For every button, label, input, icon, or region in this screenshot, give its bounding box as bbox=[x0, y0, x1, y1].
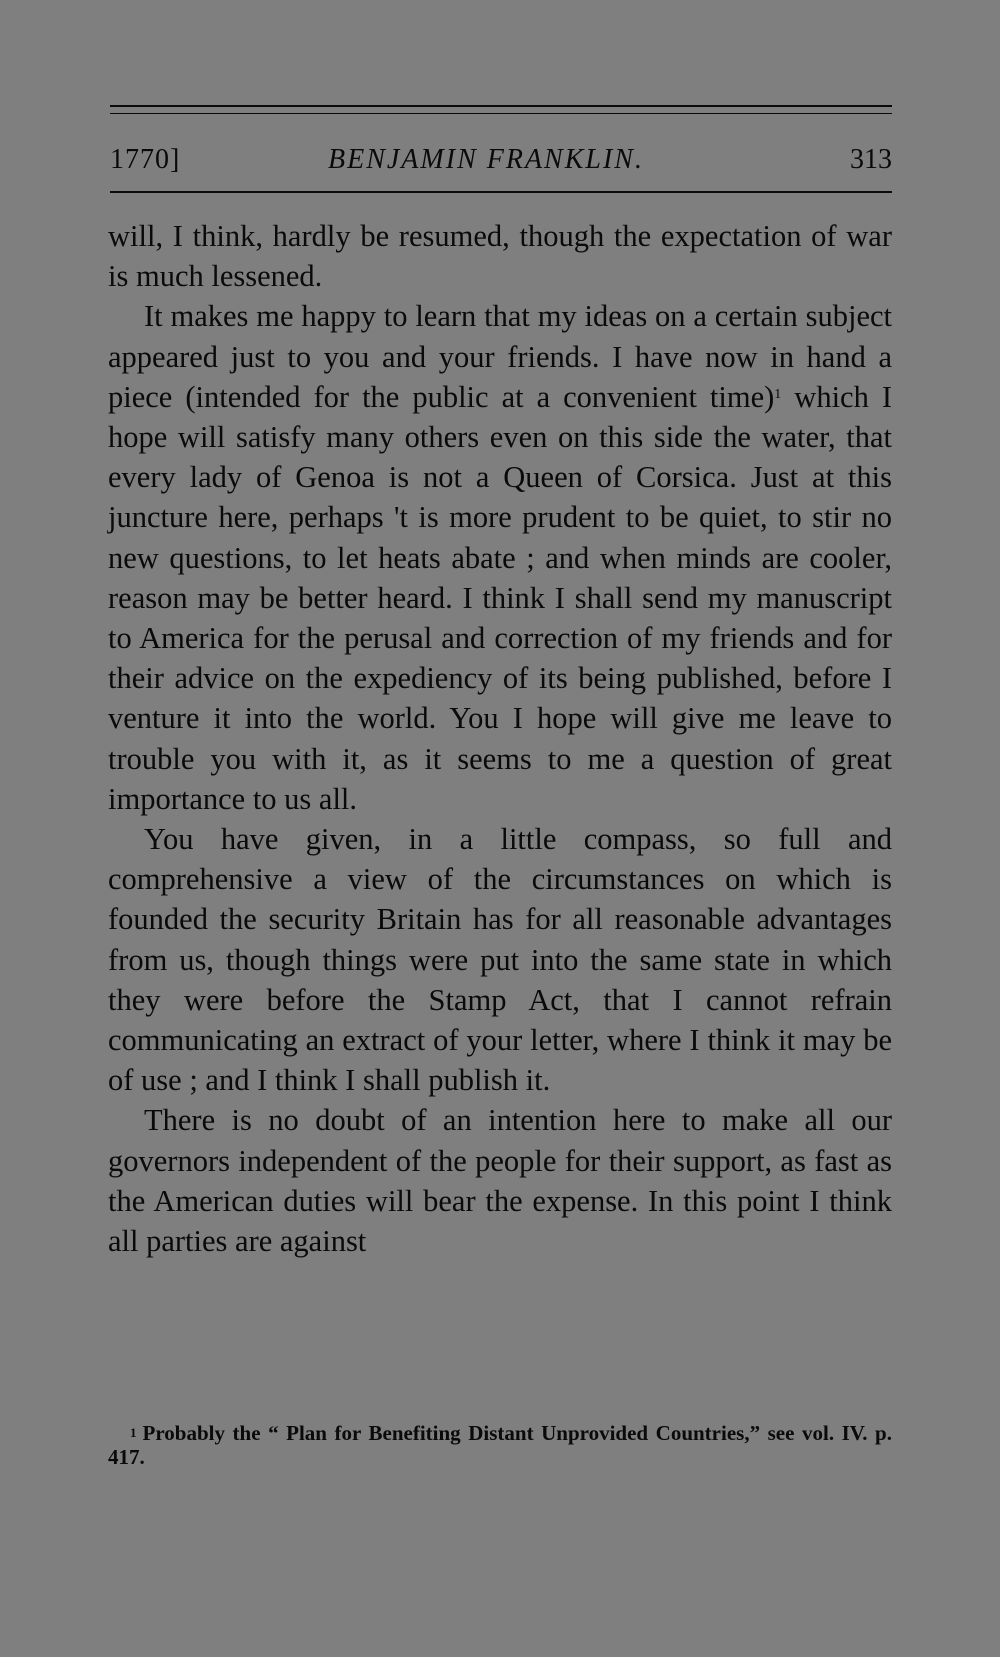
paragraph: You have given, in a little compass, so full and comprehensive a view of the circumstances on which is founded the security Britain has for all reasonable advantages from us, though things were put into the same state in which they were before the Stamp Act, that I cannot refrain communicating an extract of your letter, where I think it may be of use ; and I think I shall publish it. bbox=[108, 822, 892, 1098]
running-head-year: 1770] bbox=[110, 144, 181, 175]
footnote bbox=[108, 1421, 892, 1469]
footnote-text: Probably the “ Plan for Benefiting Distant Unprovided Countries,” see vol. IV. p. 417. bbox=[108, 1421, 892, 1469]
body-text bbox=[108, 216, 892, 1261]
header-rule-bottom bbox=[110, 191, 892, 193]
footnote-reference: 1 bbox=[774, 386, 782, 402]
header-rule-top-thin bbox=[110, 113, 892, 114]
paragraph bbox=[108, 296, 892, 819]
paragraph-continued: will, I think, hardly be resumed, though the expectation of war is much lessened. bbox=[108, 219, 892, 294]
paragraph: There is no doubt of an intention here to make all our governors independent of the people for their support, as fast as the American duties will bear the expense. In this point I think all parties are against bbox=[108, 1103, 892, 1259]
footnote-marker: 1 bbox=[130, 1425, 137, 1440]
paragraph-part: which I hope will satisfy many others even on this side the water, that every lady of Genoa is not a Queen of Corsica. Just at this juncture here, perhaps 't is more prudent to be quiet, to stir no new questions, to let heats abate ; and when minds are cooler, reason may be better heard. I think I shall send my manuscript to America for the perusal and correction of my friends and for their advice on the expediency of its being published, before I venture it into the world. You I hope will give me leave to trouble you with it, as it seems to me a question of great importance to us all. bbox=[108, 379, 892, 816]
paragraph-part: It makes me happy to learn that my ideas on a certain subject appeared just to you and your friends. I have now in hand a piece (intended for the public at a convenient time) bbox=[108, 299, 892, 414]
running-head-title: BENJAMIN FRANKLIN. bbox=[328, 144, 644, 175]
header-rule-top bbox=[110, 105, 892, 107]
page-number: 313 bbox=[850, 144, 892, 175]
running-head bbox=[110, 140, 892, 180]
